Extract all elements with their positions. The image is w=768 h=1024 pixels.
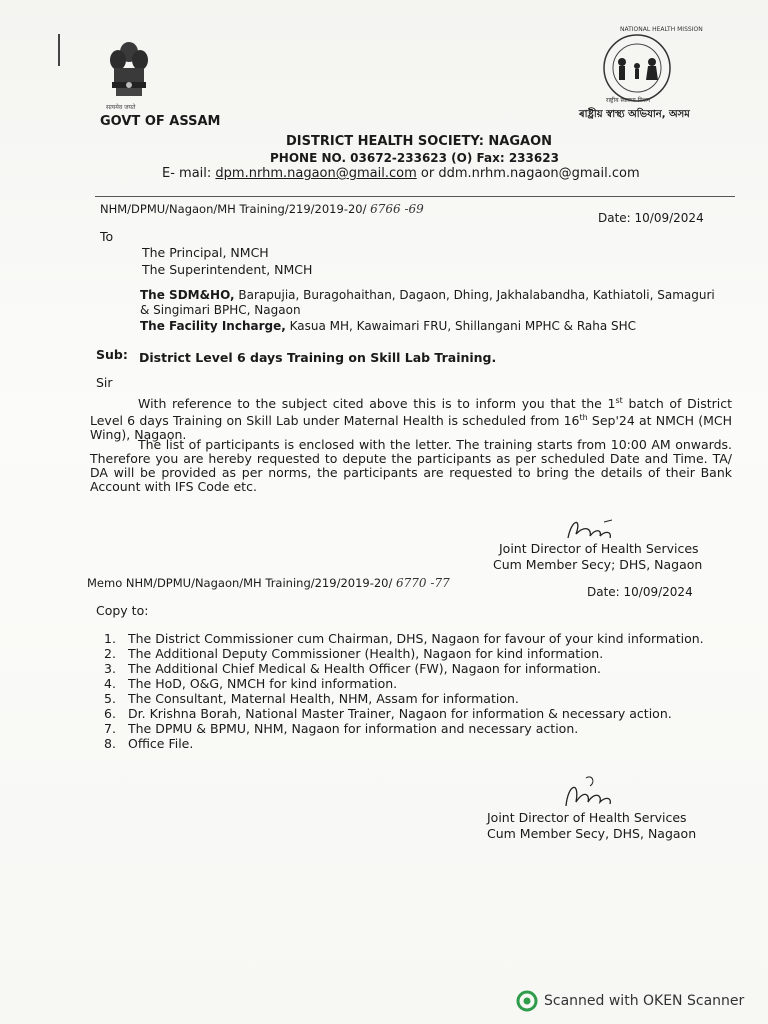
recipient-facility: The Facility Incharge, Kasua MH, Kawaimari FRU, Shillangani MPHC & Raha SHC (140, 319, 637, 333)
letter-date: Date: 10/09/2024 (598, 211, 704, 225)
copy-item: 5. The Consultant, Maternal Health, NHM, Assam for information. (104, 691, 519, 706)
subject-label: Sub: (96, 347, 128, 362)
signatory-1-line1: Joint Director of Health Services (499, 541, 699, 556)
copy-to-label: Copy to: (96, 603, 149, 618)
copy-item: 1. The District Commissioner cum Chairman, DHS, Nagaon for favour of your kind information. (104, 631, 704, 646)
copy-item: 7. The DPMU & BPMU, NHM, Nagaon for information and necessary action. (104, 721, 579, 736)
nhm-logo-caption: राष्ट्रीय स्वास्थ्य मिशन (606, 97, 651, 104)
phone-line: PHONE NO. 03672-233623 (O) Fax: 233623 (270, 151, 559, 165)
nhm-assamese-label: ৰাষ্ট্ৰীয় স্বাস্থ্য অভিযান, অসম (579, 109, 690, 120)
ashoka-emblem-logo (104, 38, 154, 108)
copy-item: 2. The Additional Deputy Commissioner (Health), Nagaon for kind information. (104, 646, 604, 661)
nhm-logo (587, 24, 687, 104)
subject-text: District Level 6 days Training on Skill Lab Training. (139, 350, 497, 365)
copy-item: 4. The HoD, O&G, NMCH for kind information. (104, 676, 398, 691)
to-label: To (100, 229, 114, 244)
memo-handwritten: 6770 -77 (396, 576, 450, 590)
scanner-label: Scanned with OKEN Scanner (544, 993, 745, 1009)
copy-item: 3. The Additional Chief Medical & Health Officer (FW), Nagaon for information. (104, 661, 602, 676)
memo-number: Memo NHM/DPMU/Nagaon/MH Training/219/2019-20/ 6770 -77 (87, 576, 450, 590)
email-secondary: ddm.nrhm.nagaon@gmail.com (438, 166, 640, 181)
govt-label: GOVT OF ASSAM (100, 114, 221, 129)
oken-scanner-icon (516, 990, 538, 1012)
margin-mark (58, 34, 60, 66)
recipient-principal: The Principal, NMCH (142, 245, 269, 260)
email-link-primary[interactable]: dpm.nrhm.nagaon@gmail.com (215, 166, 417, 181)
recipient-sdmho: The SDM&HO, Barapujia, Buragohaithan, Dagaon, Dhing, Jakhalabandha, Kathiatoli, Samaguri (140, 288, 715, 302)
ref-handwritten: 6766 -69 (370, 202, 424, 216)
ref-number: NHM/DPMU/Nagaon/MH Training/219/2019-20/ 6766 -69 (100, 202, 424, 216)
email-line (162, 166, 640, 181)
body-paragraph-1: With reference to the subject cited above this is to inform you that the 1st batch of District Level 6 days Training on Skill Lab under Maternal Health is scheduled from 16th Sep'24 at NMCH (MCH Wing), Nagaon. (90, 396, 732, 443)
nhm-logo-ring-text: NATIONAL HEALTH MISSION (620, 26, 703, 33)
scanner-watermark (516, 990, 744, 1012)
email-label: E- mail: (162, 166, 212, 181)
salutation: Sir (96, 375, 113, 390)
recipient-superintendent: The Superintendent, NMCH (142, 262, 313, 277)
signatory-2-line2: Cum Member Secy, DHS, Nagaon (487, 826, 697, 841)
copy-item: 8. Office File. (104, 736, 194, 751)
society-title: DISTRICT HEALTH SOCIETY: NAGAON (286, 134, 553, 149)
body-paragraph-2: The list of participants is enclosed with the letter. The training starts from 10:00 AM onwards. Therefore you are hereby requested to depute the participants as per scheduled Date and Time. TA/ DA will be provided as per norms, the participants are requested to bring the details of their Bank Account with IFS Code etc. (90, 437, 732, 494)
copy-item: 6. Dr. Krishna Borah, National Master Trainer, Nagaon for information & necessary action. (104, 706, 672, 721)
signatory-1-line2: Cum Member Secy; DHS, Nagaon (493, 557, 703, 572)
memo-date: Date: 10/09/2024 (587, 585, 693, 599)
recipient-sdmho-cont: & Singimari BPHC, Nagaon (140, 303, 301, 317)
signatory-2-line1: Joint Director of Health Services (487, 810, 687, 825)
email-or: or (420, 166, 435, 181)
emblem-motto: सत्यमेव जयते (106, 104, 136, 111)
header-rule (95, 196, 735, 197)
